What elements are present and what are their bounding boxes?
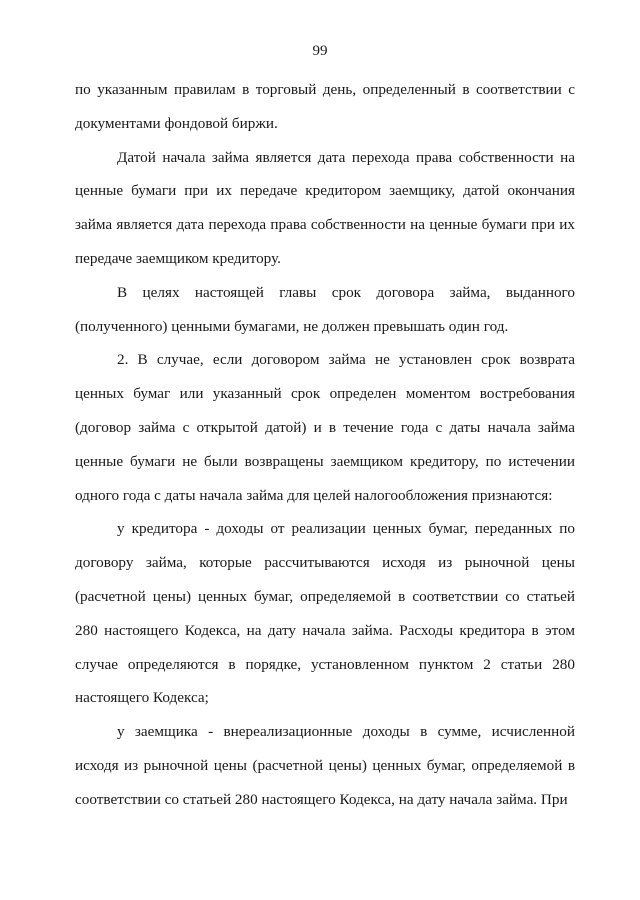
paragraph-loan-start-date: Датой начала займа является дата перехода права собственности на ценные бумаги при их передаче кредитором заемщику, датой окончания займа является дата перехода права собственности на ценные бумаги при их передаче заемщиком кредитору.	[75, 148, 575, 267]
paragraph-continuation: по указанным правилам в торговый день, определенный в соответствии с документами фондовой биржи.	[75, 81, 575, 132]
page-number: 99	[312, 43, 328, 59]
paragraph-lender-income: у кредитора - доходы от реализации ценных бумаг, переданных по договору займа, которые рассчитываются исходя из рыночной цены (расчетной цены) ценных бумаг, определяемой в соответствии со статьей 280 настоящего Кодекса, на дату начала займа. Расходы кредитора в этом случае определяются в порядке, установленном пунктом 2 статьи 280 настоящего Кодекса;	[75, 520, 575, 707]
paragraph-borrower-income: у заемщика - внереализационные доходы в сумме, исчисленной исходя из рыночной цены (расчетной цены) ценных бумаг, определяемой в соответствии со статьей 280 настоящего Кодекса, на дату начала займа. При	[75, 723, 575, 808]
paragraph-loan-term: В целях настоящей главы срок договора займа, выданного (полученного) ценными бумагами, не должен превышать один год.	[75, 283, 575, 335]
document-body	[75, 73, 575, 817]
paragraph-clause-2: 2. В случае, если договором займа не установлен срок возврата ценных бумаг или указанный срок определен моментом востребования (договор займа с открытой датой) и в течение года с даты начала займа ценные бумаги не были возвращены заемщиком кредитору, по истечении одного года с даты начала займа для целей налогообложения признаются:	[75, 351, 575, 504]
